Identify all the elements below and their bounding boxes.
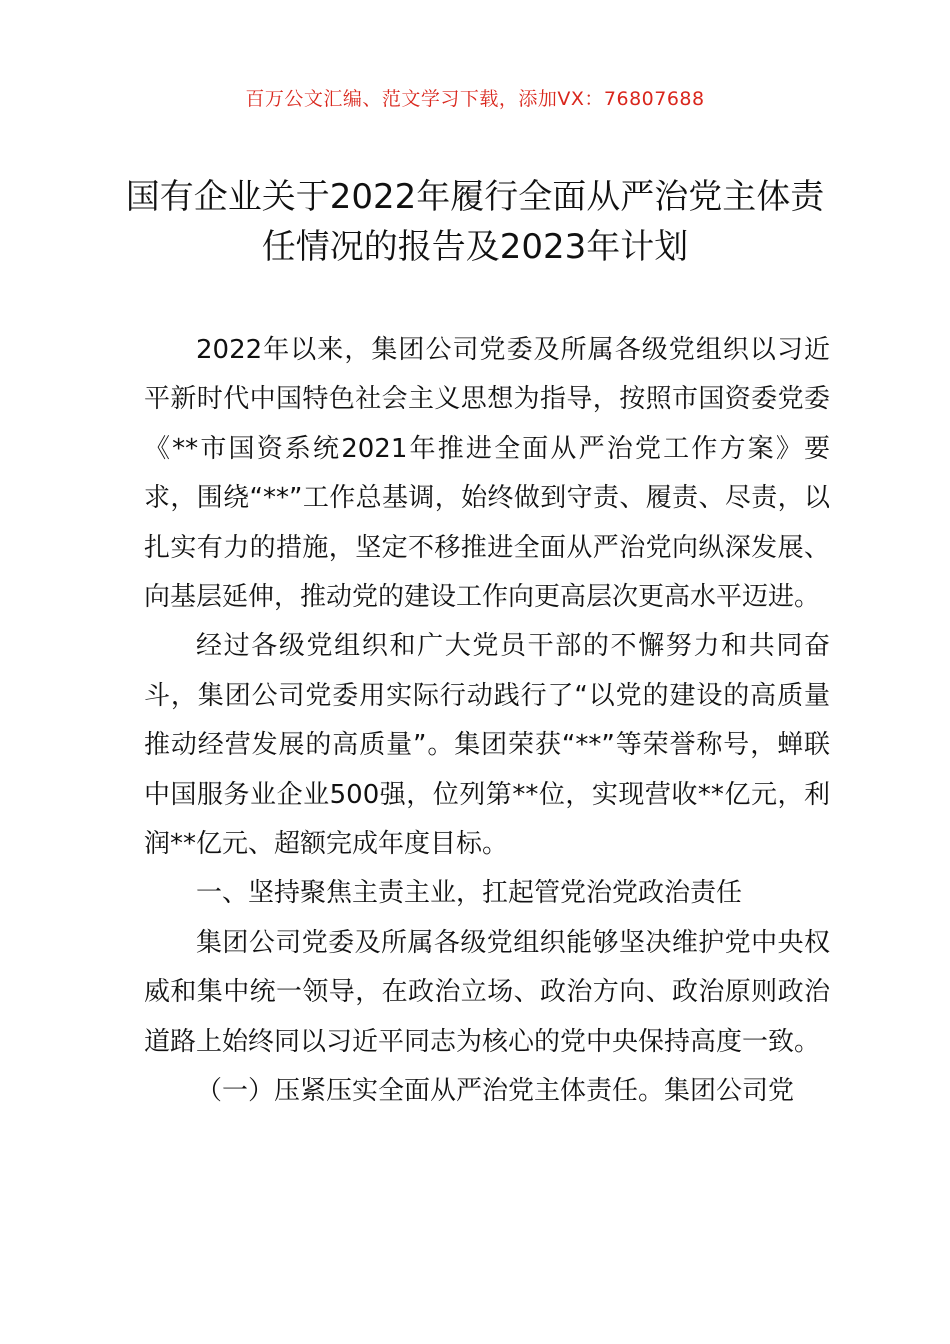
section-heading-1: 一、坚持聚焦主责主业，扛起管党治党政治责任 [196, 878, 743, 909]
paragraph-intro: 2022年以来，集团公司党委及所属各级党组织以习近平新时代中国特色社会主义思想为指导，按照市国资委党委《**市国资系统2021年推进全面从严治党工作方案》要求，围绕“**”工作总基调，始终做到守责、履责、尽责，以扎实有力的措施，坚定不移推进全面从严治党向纵深发展、向基层延伸，推动党的建设工作向更高层次更高水平迈进。 [144, 335, 830, 613]
paragraph-section-1: 集团公司党委及所属各级党组织能够坚决维护党中央权威和集中统一领导，在政治立场、政治方向、政治原则政治道路上始终同以习近平同志为核心的党中央保持高度一致。 [144, 927, 830, 1057]
paragraph-achievements: 经过各级党组织和广大党员干部的不懈努力和共同奋斗，集团公司党委用实际行动践行了“以党的建设的高质量推动经营发展的高质量”。集团荣获“**”等荣誉称号，蝉联中国服务业企业500强，位列第**位，实现营收**亿元，利润**亿元、超额完成年度目标。 [144, 631, 830, 860]
document-body [144, 326, 830, 1117]
document-title: 国有企业关于2022年履行全面从严治党主体责任情况的报告及2023年计划 [125, 177, 825, 267]
subsection-heading-1: （一）压紧压实全面从严治党主体责任。集团公司党 [196, 1076, 795, 1107]
promo-header: 百万公文汇编、范文学习下载，添加VX：76807688 [245, 88, 705, 110]
